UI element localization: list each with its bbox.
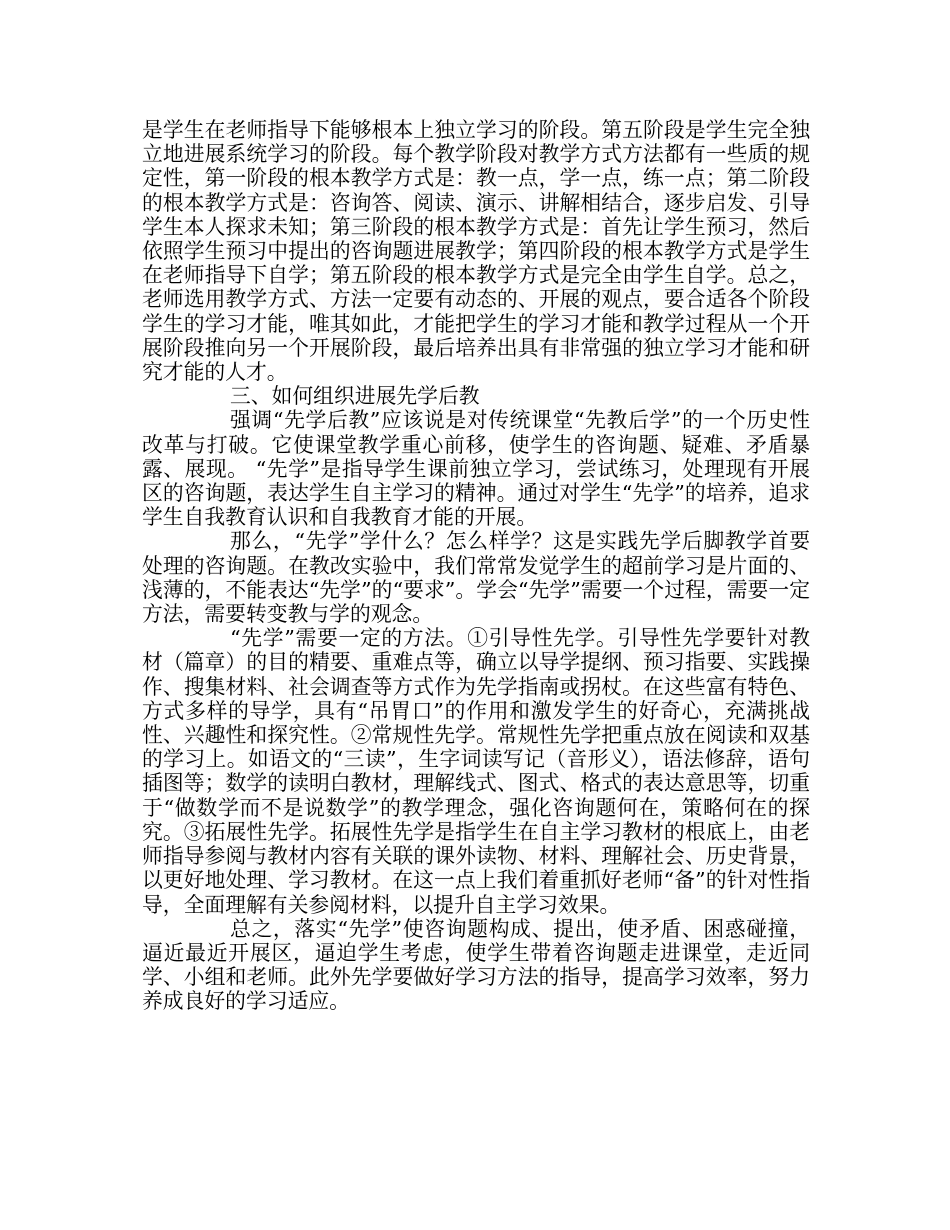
paragraph-learning-methods: “先学”需要一定的方法。①引导性先学。引导性先学要针对教材（篇章）的目的精要、重难点等，确立以导学提纲、预习指要、实践操作、搜集材料、社会调查等方式作为先学指南或拐杖。在这些富有特色、方式多样的导学，具有“吊胃口”的作用和激发学生的好奇心，充满挑战性、兴趣性和探究性。②常规性先学。常规性先学把重点放在阅读和双基的学习上。如语文的“三读”，生字词读写记（音形义），语法修辞，语句插图等；数学的读明白教材，理解线式、图式、格式的表达意思等，切重于“做数学而不是说数学”的教学理念，强化咨询题何在，策略何在的探究。③拓展性先学。拓展性先学是指学生在自主学习教材的根底上，由老师指导参阅与教材内容有关联的课外读物、材料、理解社会、历史背景，以更好地处理、学习教材。在这一点上我们着重抓好老师“备”的针对性指导，全面理解有关参阅材料，以提升自主学习效果。 xyxy=(142,626,810,917)
paragraph-first-learning-reform: 强调“先学后教”应该说是对传统课堂“先教后学”的一个历史性改革与打破。它使课堂教学重心前移，使学生的咨询题、疑难、矛盾暴露、展现。 “先学”是指导学生课前独立学习，尝试练习，处理现有开展区的咨询题，表达学生自主学习的精神。通过对学生“先学”的培养，追求学生自我教育认识和自我教育才能的开展。 xyxy=(142,408,810,530)
paragraph-continuation: 是学生在老师指导下能够根本上独立学习的阶段。第五阶段是学生完全独立地进展系统学习的阶段。每个教学阶段对教学方式方法都有一些质的规定性，第一阶段的根本教学方式是：教一点，学一点，练一点；第二阶段的根本教学方式是：咨询答、阅读、演示、讲解相结合，逐步启发、引导学生本人探求未知；第三阶段的根本教学方式是：首先让学生预习，然后依照学生预习中提出的咨询题进展教学；第四阶段的根本教学方式是学生在老师指导下自学；第五阶段的根本教学方式是完全由学生自学。总之，老师选用教学方式、方法一定要有动态的、开展的观点，要合适各个阶段学生的学习才能，唯其如此，才能把学生的学习才能和教学过程从一个开展阶段推向另一个开展阶段，最后培养出具有非常强的独立学习才能和研究才能的人才。 xyxy=(142,118,810,385)
paragraph-what-to-learn: 那么，“先学”学什么？怎么样学？这是实践先学后脚教学首要处理的咨询题。在教改实验中，我们常常发觉学生的超前学习是片面的、浅薄的，不能表达“先学”的“要求”。学会“先学”需要一个过程，需要一定方法，需要转变教与学的观念。 xyxy=(142,529,810,627)
section-heading: 三、如何组织进展先学后教 xyxy=(230,384,480,409)
paragraph-conclusion: 总之，落实“先学”使咨询题构成、提出，使矛盾、困惑碰撞，逼近最近开展区，逼迫学生考虑，使学生带着咨询题走进课堂，走近同学、小组和老师。此外先学要做好学习方法的指导，提高学习效率，努力养成良好的学习适应。 xyxy=(142,916,810,1014)
document-body xyxy=(142,118,810,1014)
